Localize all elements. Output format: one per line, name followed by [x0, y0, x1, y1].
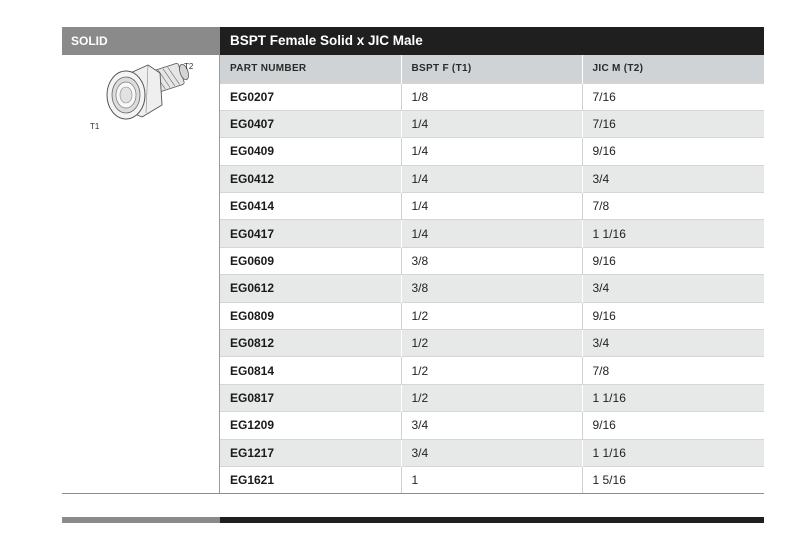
part-number-cell: EG0412 — [220, 165, 401, 192]
table-row — [220, 466, 764, 493]
part-number-cell: EG0812 — [220, 330, 401, 357]
table-row — [220, 357, 764, 384]
product-title-bar — [220, 27, 764, 55]
table-row — [220, 330, 764, 357]
jic-size-cell: 7/8 — [582, 193, 764, 220]
table-row — [220, 302, 764, 329]
fitting-illustration-panel — [62, 55, 220, 493]
table-row — [220, 83, 764, 110]
bspt-size-cell: 3/8 — [401, 275, 582, 302]
part-number-cell: EG1621 — [220, 466, 401, 493]
part-number-cell: EG0612 — [220, 275, 401, 302]
jic-size-cell: 3/4 — [582, 330, 764, 357]
footer-bar-right — [220, 517, 764, 523]
table-row — [220, 165, 764, 192]
jic-size-cell: 7/16 — [582, 110, 764, 137]
jic-size-cell: 1 5/16 — [582, 466, 764, 493]
table-row — [220, 138, 764, 165]
category-header — [62, 27, 220, 55]
category-label: SOLID — [71, 34, 108, 48]
part-number-cell: EG1209 — [220, 412, 401, 439]
column-header-bspt-f: BSPT F (T1) — [401, 55, 582, 83]
column-header-jic-m: JIC M (T2) — [582, 55, 764, 83]
jic-size-cell: 3/4 — [582, 275, 764, 302]
jic-size-cell: 1 1/16 — [582, 220, 764, 247]
bspt-size-cell: 1/2 — [401, 357, 582, 384]
table-row — [220, 384, 764, 411]
table-row — [220, 412, 764, 439]
table-row — [220, 193, 764, 220]
bspt-size-cell: 1 — [401, 466, 582, 493]
product-title: BSPT Female Solid x JIC Male — [230, 33, 423, 48]
table-row — [220, 220, 764, 247]
jic-size-cell: 9/16 — [582, 302, 764, 329]
jic-size-cell: 9/16 — [582, 247, 764, 274]
part-number-cell: EG0407 — [220, 110, 401, 137]
column-header-part-number: PART NUMBER — [220, 55, 401, 83]
part-number-cell: EG0809 — [220, 302, 401, 329]
table-row — [220, 247, 764, 274]
part-number-cell: EG0414 — [220, 193, 401, 220]
part-number-cell: EG1217 — [220, 439, 401, 466]
bspt-size-cell: 1/8 — [401, 83, 582, 110]
fitting-diagram — [80, 55, 210, 145]
bspt-size-cell: 3/4 — [401, 412, 582, 439]
port-t1-label: T1 — [90, 122, 100, 131]
jic-size-cell: 7/8 — [582, 357, 764, 384]
table-header-row — [220, 55, 764, 83]
bspt-size-cell: 1/4 — [401, 193, 582, 220]
part-number-cell: EG0609 — [220, 247, 401, 274]
bspt-size-cell: 3/4 — [401, 439, 582, 466]
parts-table-container — [220, 55, 764, 494]
jic-size-cell: 9/16 — [582, 138, 764, 165]
bspt-size-cell: 1/4 — [401, 165, 582, 192]
part-number-cell: EG0207 — [220, 83, 401, 110]
bspt-size-cell: 1/2 — [401, 384, 582, 411]
table-row — [220, 275, 764, 302]
bspt-size-cell: 1/4 — [401, 110, 582, 137]
bspt-size-cell: 1/2 — [401, 302, 582, 329]
part-number-cell: EG0814 — [220, 357, 401, 384]
port-t2-label: T2 — [184, 62, 194, 71]
part-number-cell: EG0817 — [220, 384, 401, 411]
bspt-size-cell: 1/4 — [401, 220, 582, 247]
parts-table — [220, 55, 764, 494]
table-row — [220, 439, 764, 466]
jic-size-cell: 1 1/16 — [582, 384, 764, 411]
jic-size-cell: 7/16 — [582, 83, 764, 110]
bspt-size-cell: 3/8 — [401, 247, 582, 274]
bspt-size-cell: 1/2 — [401, 330, 582, 357]
jic-size-cell: 1 1/16 — [582, 439, 764, 466]
jic-size-cell: 3/4 — [582, 165, 764, 192]
footer-bar-left — [62, 517, 220, 523]
bspt-size-cell: 1/4 — [401, 138, 582, 165]
part-number-cell: EG0409 — [220, 138, 401, 165]
part-number-cell: EG0417 — [220, 220, 401, 247]
table-row — [220, 110, 764, 137]
table-bottom-divider — [62, 493, 764, 494]
jic-size-cell: 9/16 — [582, 412, 764, 439]
